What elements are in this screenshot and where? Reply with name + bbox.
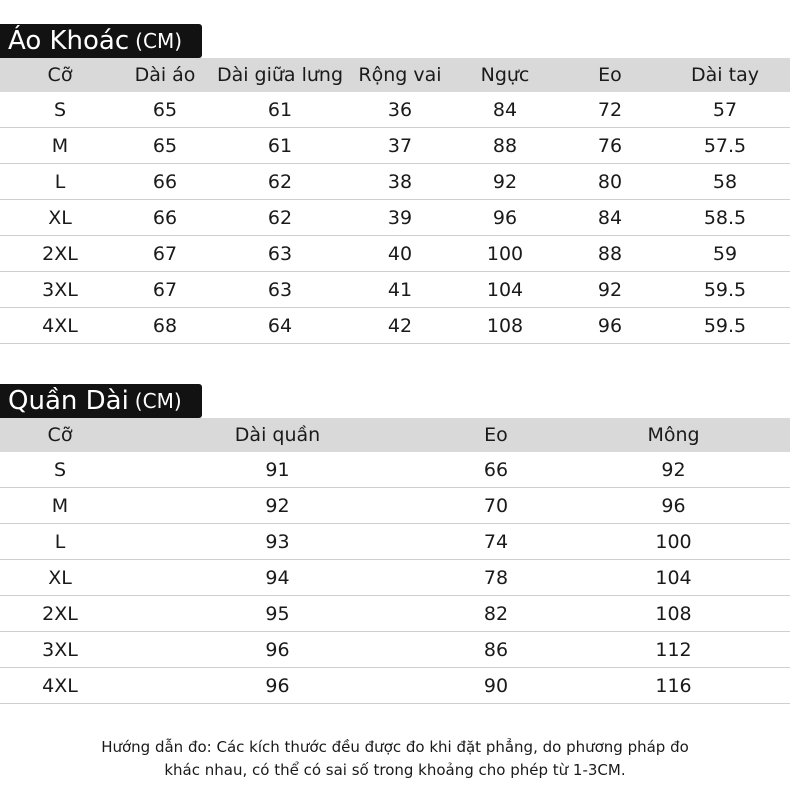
table-cell: 76: [560, 128, 660, 164]
table-cell: 112: [557, 632, 790, 668]
table-cell: 78: [435, 560, 557, 596]
table-row: [0, 488, 790, 524]
size-cell: L: [0, 164, 120, 200]
table-cell: 42: [350, 308, 450, 344]
table-cell: 57.5: [660, 128, 790, 164]
table-cell: 96: [557, 488, 790, 524]
size-cell: 4XL: [0, 308, 120, 344]
size-cell: M: [0, 128, 120, 164]
table-cell: 66: [120, 164, 210, 200]
pants-table-header: [0, 418, 790, 452]
table-cell: 91: [120, 452, 435, 488]
table-row: [0, 452, 790, 488]
table-cell: 96: [120, 668, 435, 704]
table-row: [0, 596, 790, 632]
table-cell: 92: [560, 272, 660, 308]
jacket-size-table: [0, 58, 790, 344]
table-cell: 65: [120, 128, 210, 164]
size-cell: M: [0, 488, 120, 524]
table-cell: 104: [557, 560, 790, 596]
table-cell: 96: [560, 308, 660, 344]
table-row: [0, 560, 790, 596]
table-cell: 36: [350, 92, 450, 128]
table-row: [0, 668, 790, 704]
jacket-table-header: [0, 58, 790, 92]
pants-header-hip: Mông: [557, 418, 790, 452]
pants-unit-text: (CM): [134, 389, 182, 413]
table-cell: 61: [210, 128, 350, 164]
table-cell: 86: [435, 632, 557, 668]
table-cell: 96: [450, 200, 560, 236]
table-cell: 63: [210, 272, 350, 308]
table-cell: 66: [435, 452, 557, 488]
table-row: [0, 200, 790, 236]
pants-header-size: Cỡ: [0, 418, 120, 452]
table-cell: 59: [660, 236, 790, 272]
table-row: [0, 308, 790, 344]
table-cell: 70: [435, 488, 557, 524]
jacket-unit-text: (CM): [135, 29, 182, 53]
table-cell: 66: [120, 200, 210, 236]
table-cell: 57: [660, 92, 790, 128]
size-cell: 2XL: [0, 596, 120, 632]
table-cell: 41: [350, 272, 450, 308]
table-cell: 59.5: [660, 308, 790, 344]
table-cell: 67: [120, 236, 210, 272]
table-row: [0, 236, 790, 272]
table-cell: 38: [350, 164, 450, 200]
measurement-note: [40, 736, 750, 782]
table-cell: 90: [435, 668, 557, 704]
table-cell: 100: [450, 236, 560, 272]
table-cell: 88: [450, 128, 560, 164]
table-cell: 116: [557, 668, 790, 704]
table-cell: 68: [120, 308, 210, 344]
table-cell: 61: [210, 92, 350, 128]
table-cell: 96: [120, 632, 435, 668]
table-row: [0, 272, 790, 308]
size-cell: 3XL: [0, 272, 120, 308]
measurement-note-line-1: Hướng dẫn đo: Các kích thước đều được đo khi đặt phẳng, do phương pháp đo: [101, 738, 689, 756]
size-cell: 2XL: [0, 236, 120, 272]
table-cell: 58: [660, 164, 790, 200]
pants-header-length: Dài quần: [120, 418, 435, 452]
jacket-header-size: Cỡ: [0, 58, 120, 92]
table-cell: 64: [210, 308, 350, 344]
jacket-header-waist: Eo: [560, 58, 660, 92]
jacket-header-chest: Ngực: [450, 58, 560, 92]
table-cell: 92: [557, 452, 790, 488]
jacket-header-shoulder: Rộng vai: [350, 58, 450, 92]
table-cell: 58.5: [660, 200, 790, 236]
table-row: [0, 524, 790, 560]
size-cell: 4XL: [0, 668, 120, 704]
table-cell: 63: [210, 236, 350, 272]
table-cell: 92: [450, 164, 560, 200]
jacket-header-length: Dài áo: [120, 58, 210, 92]
table-row: [0, 164, 790, 200]
table-cell: 84: [560, 200, 660, 236]
table-cell: 67: [120, 272, 210, 308]
jacket-title-text: Áo Khoác: [8, 26, 130, 56]
table-cell: 62: [210, 164, 350, 200]
measurement-note-line-2: khác nhau, có thể có sai số trong khoảng cho phép từ 1-3CM.: [164, 761, 626, 779]
jacket-table-body: [0, 92, 790, 344]
table-cell: 72: [560, 92, 660, 128]
table-cell: 62: [210, 200, 350, 236]
jacket-header-back-length: Dài giữa lưng: [210, 58, 350, 92]
pants-header-waist: Eo: [435, 418, 557, 452]
table-cell: 108: [450, 308, 560, 344]
size-cell: XL: [0, 560, 120, 596]
pants-table-body: [0, 452, 790, 704]
table-cell: 39: [350, 200, 450, 236]
table-cell: 37: [350, 128, 450, 164]
table-cell: 84: [450, 92, 560, 128]
table-cell: 88: [560, 236, 660, 272]
table-cell: 95: [120, 596, 435, 632]
table-cell: 93: [120, 524, 435, 560]
size-cell: S: [0, 92, 120, 128]
table-cell: 40: [350, 236, 450, 272]
size-cell: L: [0, 524, 120, 560]
size-cell: XL: [0, 200, 120, 236]
size-cell: 3XL: [0, 632, 120, 668]
pants-title-text: Quần Dài: [8, 386, 129, 416]
table-cell: 74: [435, 524, 557, 560]
table-cell: 94: [120, 560, 435, 596]
table-cell: 82: [435, 596, 557, 632]
jacket-section-title: [0, 24, 202, 58]
table-row: [0, 128, 790, 164]
table-cell: 65: [120, 92, 210, 128]
pants-size-table: [0, 418, 790, 704]
table-cell: 108: [557, 596, 790, 632]
table-cell: 59.5: [660, 272, 790, 308]
table-cell: 104: [450, 272, 560, 308]
table-cell: 92: [120, 488, 435, 524]
jacket-header-sleeve: Dài tay: [660, 58, 790, 92]
pants-section-title: [0, 384, 202, 418]
size-cell: S: [0, 452, 120, 488]
table-cell: 100: [557, 524, 790, 560]
table-cell: 80: [560, 164, 660, 200]
table-row: [0, 92, 790, 128]
table-row: [0, 632, 790, 668]
